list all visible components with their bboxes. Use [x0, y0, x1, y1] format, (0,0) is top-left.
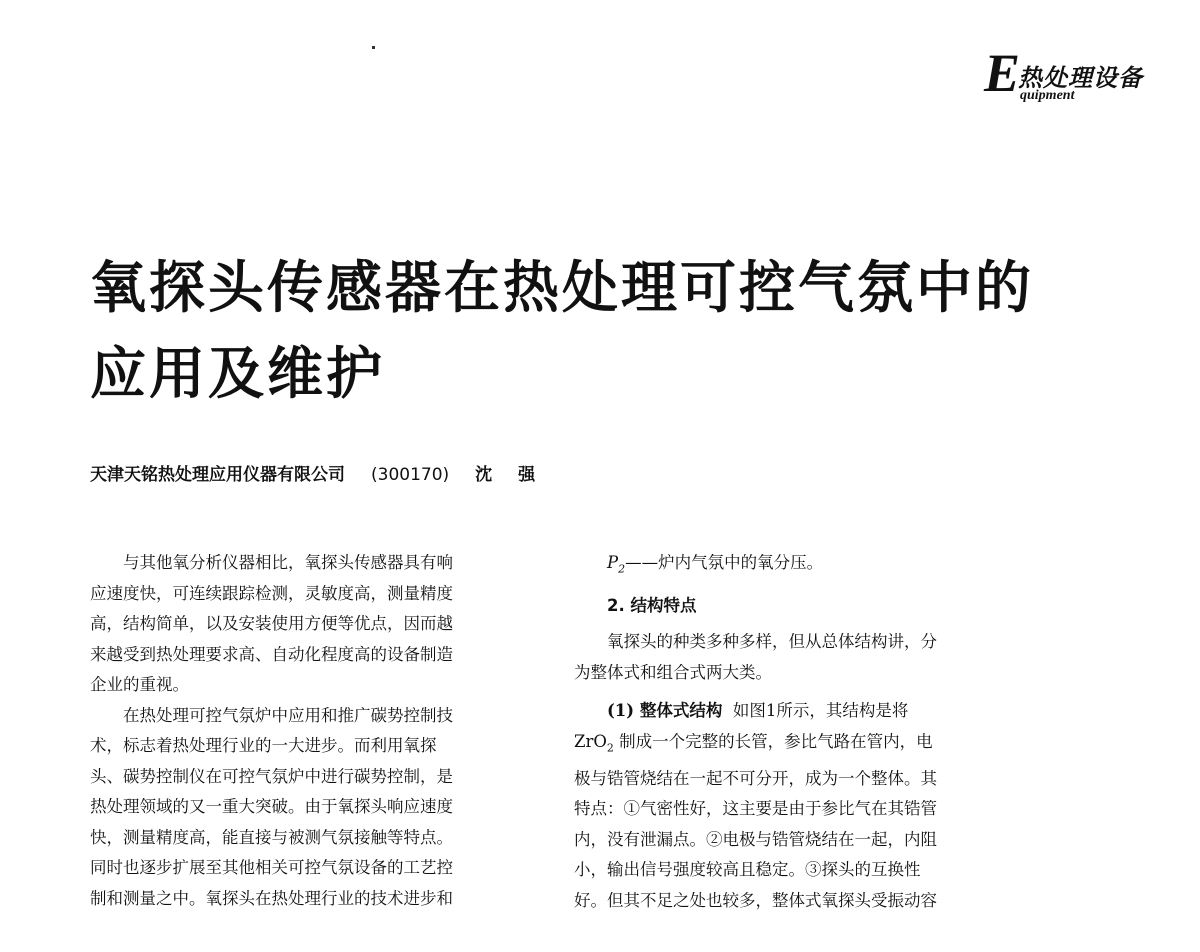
text-line [574, 696, 1014, 727]
text-line: 术，标志着热处理行业的一大进步。而利用氧探 [90, 736, 437, 755]
text-line: 头、碳势控制仪在可控气氛炉中进行碳势控制，是 [90, 766, 453, 786]
text-fragment: 制成一个完整的长管，参比气路在管内，电 [613, 731, 933, 751]
scan-speck [372, 46, 375, 49]
text-line: 极与锆管烧结在一起不可分开，成为一个整体。其 [574, 768, 937, 788]
text-line: 在热处理可控气氛炉中应用和推广碳势控制技 [123, 705, 453, 725]
right-column [574, 548, 1014, 916]
text-line: 来越受到热处理要求高、自动化程度高的设备制造 [90, 644, 453, 664]
p2-symbol: P [607, 553, 619, 572]
postcode: (300170) [371, 465, 450, 485]
title-line-1: 氧探头传感器在热处理可控气氛中的 [90, 256, 1034, 321]
text-line: 为整体式和组合式两大类。 [574, 662, 772, 682]
author-name: 沈 强 [475, 465, 546, 485]
text-line: 小，输出信号强度较高且稳定。③探头的互换性 [574, 860, 921, 880]
text-fragment: 如图1所示，其结构是将 [732, 701, 909, 721]
byline [90, 460, 545, 485]
journal-section-logo [984, 43, 1194, 110]
text-line: 氧探头的种类多种多样，但从总体结构讲，分 [607, 632, 937, 652]
left-column [90, 548, 530, 914]
paragraph-integral-structure [574, 696, 1014, 916]
article-title [90, 246, 1090, 418]
section-name-cn: 热处理设备 [1018, 64, 1143, 92]
title-line-2: 应用及维护 [90, 342, 385, 407]
text-line: 制和测量之中。氧探头在热处理行业的技术进步和 [90, 888, 453, 908]
p2-definition-text: ——炉内气氛中的氧分压。 [625, 553, 824, 572]
text-line: 高，结构简单，以及安装使用方便等优点，因而越 [90, 614, 453, 633]
zro2-subscript: 2 [606, 741, 614, 755]
paragraph-intro [90, 548, 530, 701]
text-line: 好。但其不足之处也较多，整体式氧探头受振动容 [574, 890, 937, 910]
text-line: 内，没有泄漏点。②电极与锆管烧结在一起，内阻 [574, 829, 937, 849]
text-line: 企业的重视。 [90, 675, 189, 694]
text-line [574, 727, 1014, 764]
section-heading-structure: 2. 结构特点 [607, 595, 697, 615]
zro2-formula: ZrO [574, 731, 607, 751]
author-organization: 天津天铭热处理应用仪器有限公司 [90, 465, 345, 485]
p2-definition [574, 548, 1014, 585]
text-line: 特点：①气密性好，这主要是由于参比气在其锆管 [574, 799, 937, 819]
text-line: 同时也逐步扩展至其他相关可控气氛设备的工艺控 [90, 858, 453, 877]
section-name-en: quipment [1020, 88, 1075, 103]
p2-subscript: 2 [618, 562, 626, 576]
paragraph-carbon-control [90, 701, 530, 915]
text-line: 热处理领域的又一重大突破。由于氧探头响应速度 [90, 797, 453, 816]
logo-letter: E [984, 43, 1021, 103]
text-line: 与其他氧分析仪器相比，氧探头传感器具有响 [123, 553, 453, 572]
paragraph-probe-types [574, 627, 1014, 688]
subheading-integral: (1) 整体式结构 [607, 701, 723, 721]
text-line: 快，测量精度高，能直接与被测气氛接触等特点。 [90, 827, 453, 847]
text-line: 应速度快，可连续跟踪检测，灵敏度高，测量精度 [90, 583, 453, 603]
